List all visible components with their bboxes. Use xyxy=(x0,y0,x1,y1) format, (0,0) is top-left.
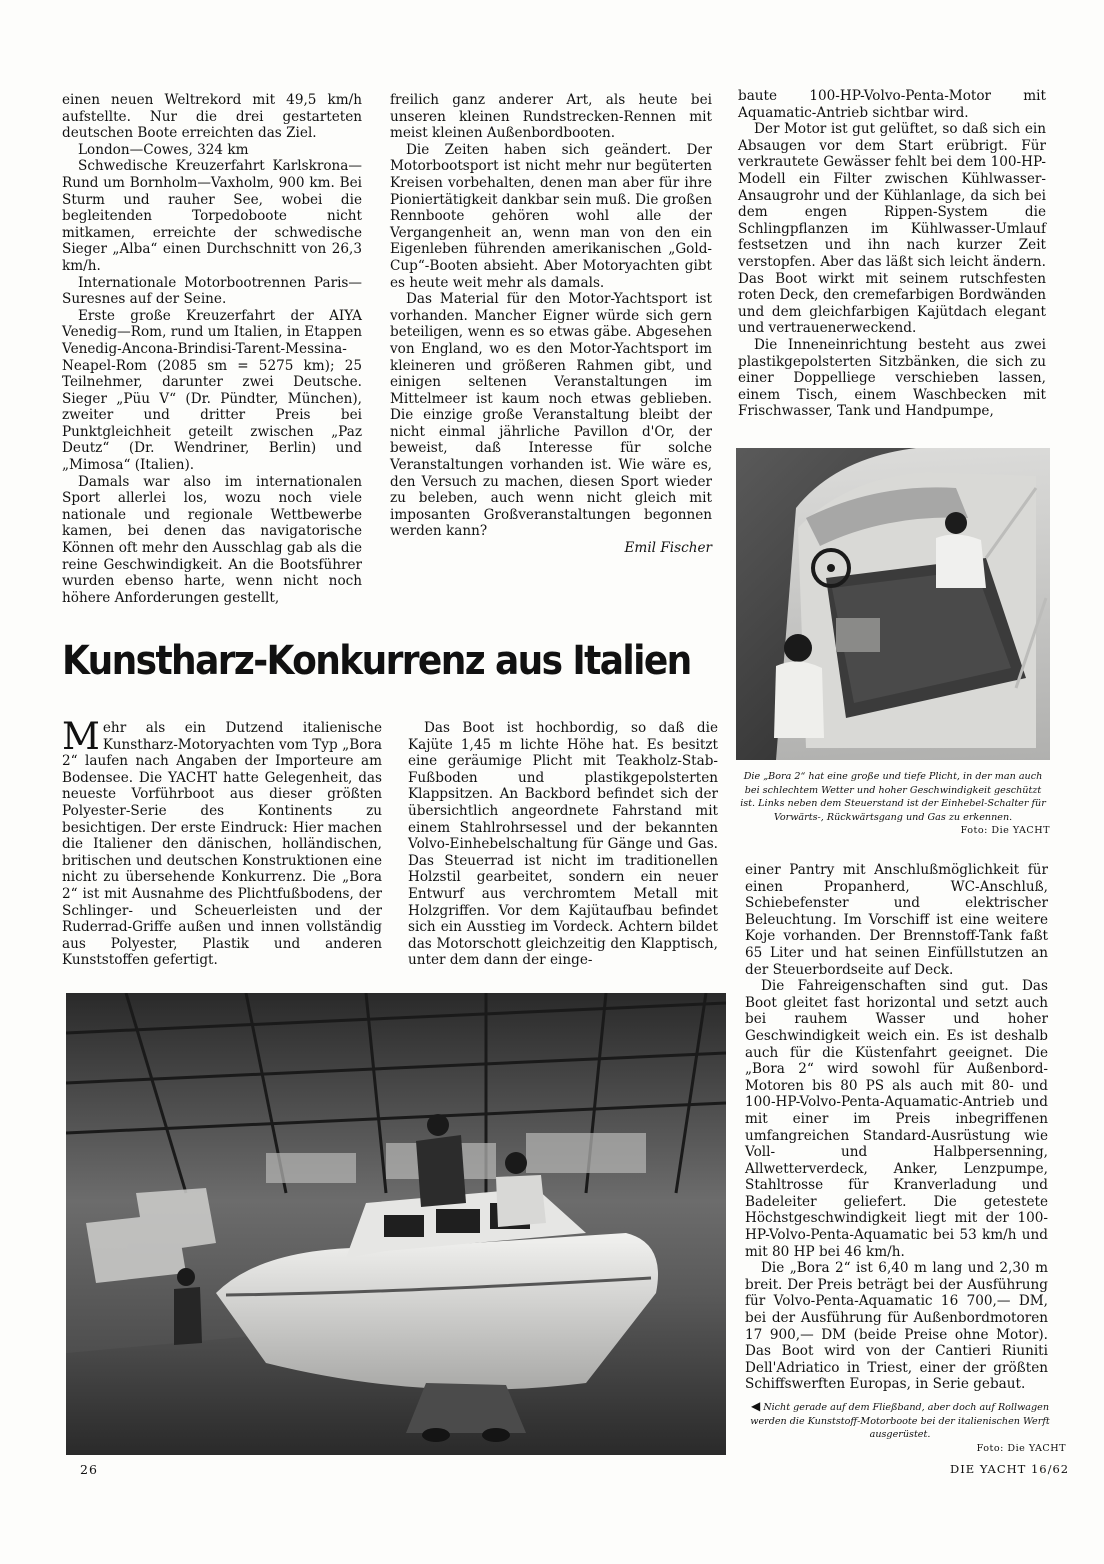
boat-cockpit-caption xyxy=(736,770,1050,838)
paragraph: Die Inneneinrichtung besteht aus zwei plastikgepolsterten Sitzbänken, die sich zu einer Doppelliege verschieben lassen, einem Tisch, einem Waschbecken mit Frischwasser, Tank und Handpumpe, xyxy=(738,336,1046,420)
paragraph: Die Zeiten haben sich geändert. Der Motorbootsport ist nicht mehr nur begüterten Kreisen vorbehalten, denen man aber für ihre Pioniertätigkeit dankbar sein muß. Die großen Rennboote gehören wohl alle der Vergangenheit an, wenn man von den ein Eigenleben führenden amerikanischen „Gold-Cup“-Booten absieht. Aber Motoryachten gibt es heute weit mehr als damals. xyxy=(390,141,712,291)
boat-factory-illustration xyxy=(66,993,726,1455)
paragraph: London—Cowes, 324 km xyxy=(78,141,249,158)
boat-factory-caption xyxy=(734,1400,1066,1455)
article2-column-3 xyxy=(745,862,1048,1393)
intro-paragraph xyxy=(62,715,382,969)
boat-cockpit-illustration xyxy=(736,448,1050,760)
paragraph: baute 100-HP-Volvo-Penta-Motor mit Aquamatic-Antrieb sichtbar wird. xyxy=(738,88,1046,121)
photo-credit: Foto: Die YACHT xyxy=(960,825,1050,837)
boat-cockpit-photo xyxy=(736,448,1050,760)
paragraph: einer Pantry mit Anschlußmöglichkeit für einen Propanherd, WC-Anschluß, Schiebefenster und elektrischer Beleuchtung. Im Vorschiff ist eine weitere Koje vorhanden. Der Brennstoff-Tank faßt 65 Liter und hat seinen Einfüllstutzen an der Steuerbordseite auf Deck. xyxy=(745,862,1048,978)
paragraph: Damals war also im internationalen Sport allerlei los, wozu noch viele nationale und regionale Wettbewerbe kamen, bei denen das navigatorische Können oft mehr den Ausschlag gab als die reine Geschwindigkeit. An die Bootsführer wurden ebenso harte, wenn nicht noch höhere Anforderungen gestellt, xyxy=(62,473,362,606)
paragraph: Das Material für den Motor-Yachtsport ist vorhanden. Mancher Eigner würde sich gern beteiligen, wenn es so etwas gäbe. Abgesehen von England, wo es den Motor-Yachtsport im kleineren und größeren Rahmen gibt, und einigen seltenen Veranstaltungen im Mittelmeer ist kaum noch etwas geblieben. Die einzige große Veranstaltung bleibt der nicht einmal jährliche Pavillon d'Or, der beweist, daß Interesse für solche Veranstaltungen vorhanden ist. Wie wäre es, den Versuch zu machen, diesen Sport wieder zu beleben, auch wenn nicht gleich mit imposanten Großveranstaltungen begonnen werden kann? xyxy=(390,291,712,540)
magazine-issue: DIE YACHT 16/62 xyxy=(950,1462,1070,1476)
boat-factory-photo xyxy=(66,993,726,1455)
article2-column-3-top xyxy=(738,88,1046,420)
paragraph: Der Motor ist gut gelüftet, so daß sich ein Absaugen vor dem Start erübrigt. Für verkrautete Gewässer fehlt bei dem 100-HP-Modell ein Filter zwischen Kühlwasser-Ansaugrohr und der Kühlanlage, da sich bei dem engen Rippen-System die Schlingpflanzen im Kühlwasser-Umlauf festsetzen und ihn nach kurzer Zeit verstopfen. Aber das läßt sich leicht ändern. Das Boot wirkt mit seinem rutschfesten roten Deck, den cremefarbigen Bordwänden und dem gleichfarbigen Kajütdach elegant und vertrauenerweckend. xyxy=(738,121,1046,337)
paragraph: Schwedische Kreuzerfahrt Karlskrona—Rund um Bornholm—Vaxholm, 900 km. Bei Sturm und rauher See, wobei die begleitenden Torpedoboote nicht mitkamen, erreichte der schwedische Sieger „Alba“ einen Durchschnitt von 26,3 km/h. xyxy=(62,158,362,274)
caption-text: Nicht gerade auf dem Fließband, aber doch auf Rollwagen werden die Kunststoff-Motorboote bei der italienischen Werft ausgerüstet. xyxy=(750,1402,1050,1441)
paragraph: freilich ganz anderer Art, als heute bei unseren kleinen Rundstrecken-Rennen mit meist kleinen Außenbordbooten. xyxy=(390,92,712,142)
article2-column-1 xyxy=(62,715,382,969)
article1-column-1 xyxy=(62,92,362,606)
paragraph: Die Fahreigenschaften sind gut. Das Boot gleitet fast horizontal und setzt auch bei rauhem Wasser und hoher Geschwindigkeit weich ein. Es ist deshalb auch für die Küstenfahrt geeignet. Die „Bora 2“ wird sowohl für Außenbord-Motoren bis 80 PS als auch mit 80- und 100-HP-Volvo-Penta-Aquamatic-Antrieb und mit einer im Preis inbegriffenen umfangreichen Standard-Ausrüstung wie Voll- und Halbpersenning, Allwetterverdeck, Anker, Lenzpumpe, Stahltrosse für Kranverladung und Badeleiter geliefert. Die getestete Höchstgeschwindigkeit liegt mit der 100-HP-Volvo-Penta-Aquamatic bei 53 km/h und mit 80 HP bei 46 km/h. xyxy=(745,978,1048,1260)
caption-pointer-icon: ◀ xyxy=(750,1399,761,1413)
intro-text: ehr als ein Dutzend italienische Kunstharz-Motoryachten vom Typ „Bora 2“ laufen nach Angaben der Importeure am Bodensee. Die YACHT hatte Gelegenheit, das neueste Vorführboot aus dieser größten Polyester-Serie des Kontinents zu besichtigen. Der erste Eindruck: Hier machen die Italiener den dänischen, holländischen, britischen und deutschen Konstruktionen eine nicht zu übersehende Konkurrenz. Die „Bora 2“ ist mit Ausnahme des Plichtfußbodens, der Schlinger- und Scheuerleisten und der Ruderrad-Griffe außen und innen vollständig aus Polyester, Plastik und anderen Kunststoffen gefertigt. xyxy=(62,720,382,969)
paragraph: Das Boot ist hochbordig, so daß die Kajüte 1,45 m lichte Höhe hat. Es besitzt eine geräumige Plicht mit Teakholz-Stab-Fußboden und plastikgepolsterten Klappsitzen. An Backbord befindet sich der übersichtlich angeordnete Fahrstand mit einem Stahlrohrsessel und der bekannten Volvo-Einhebelschaltung für Gänge und Gas. Das Steuerrad ist nicht im traditionellen Holzstil gearbeitet, sondern ein neuer Entwurf aus verchromtem Metall mit Holzgriffen. Vor dem Kajütaufbau befindet sich ein Ausstieg im Vordeck. Achtern bildet das Motorschott gleichzeitig den Klapptisch, unter dem dann der einge- xyxy=(408,720,718,969)
photo-credit: Foto: Die YACHT xyxy=(976,1442,1066,1454)
caption-text: Die „Bora 2“ hat eine große und tiefe Plicht, in der man auch bei schlechtem Wetter und hoher Geschwindigkeit geschützt ist. Links neben dem Steuerstand ist der Einhebel-Schalter für Vorwärts-, Rückwärtsgang und Gas zu erkennen. xyxy=(740,771,1046,823)
author-signature: Emil Fischer xyxy=(624,540,712,557)
article1-column-2 xyxy=(390,92,712,557)
paragraph: Die „Bora 2“ ist 6,40 m lang und 2,30 m breit. Der Preis beträgt bei der Ausführung für Volvo-Penta-Aquamatic 16 700,— DM, bei der Ausführung für Außenbordmotoren 17 900,— DM (beide Preise ohne Motor). Das Boot wird von der Cantieri Riuniti Dell'Adriatico in Triest, einer der größten Schiffswerften Europas, in Serie gebaut. xyxy=(745,1260,1048,1393)
page-number: 26 xyxy=(80,1462,98,1477)
paragraph: Erste große Kreuzerfahrt der AIYA Venedig—Rom, rund um Italien, in Etappen Venedig-Ancona-Brindisi-Tarent-Messina-Neapel-Rom (2085 sm = 5275 km); 25 Teilnehmer, darunter zwei Deutsche. Sieger „Püu V“ (Dr. Pündter, München), zweiter und dritter Preis bei Punktgleichheit geteilt zwischen „Paz Deutz“ (Dr. Wendriner, Berlin) und „Mimosa“ (Italien). xyxy=(62,307,362,474)
article2-column-2 xyxy=(408,720,718,969)
paragraph: Internationale Motorbootrennen Paris—Suresnes auf der Seine. xyxy=(62,274,362,308)
paragraph: einen neuen Weltrekord mit 49,5 km/h aufstellte. Nur die drei gestarteten deutschen Boote erreichten das Ziel. xyxy=(62,92,362,142)
article-headline: Kunstharz-Konkurrenz aus Italien xyxy=(62,638,691,684)
drop-cap: M xyxy=(62,715,100,758)
